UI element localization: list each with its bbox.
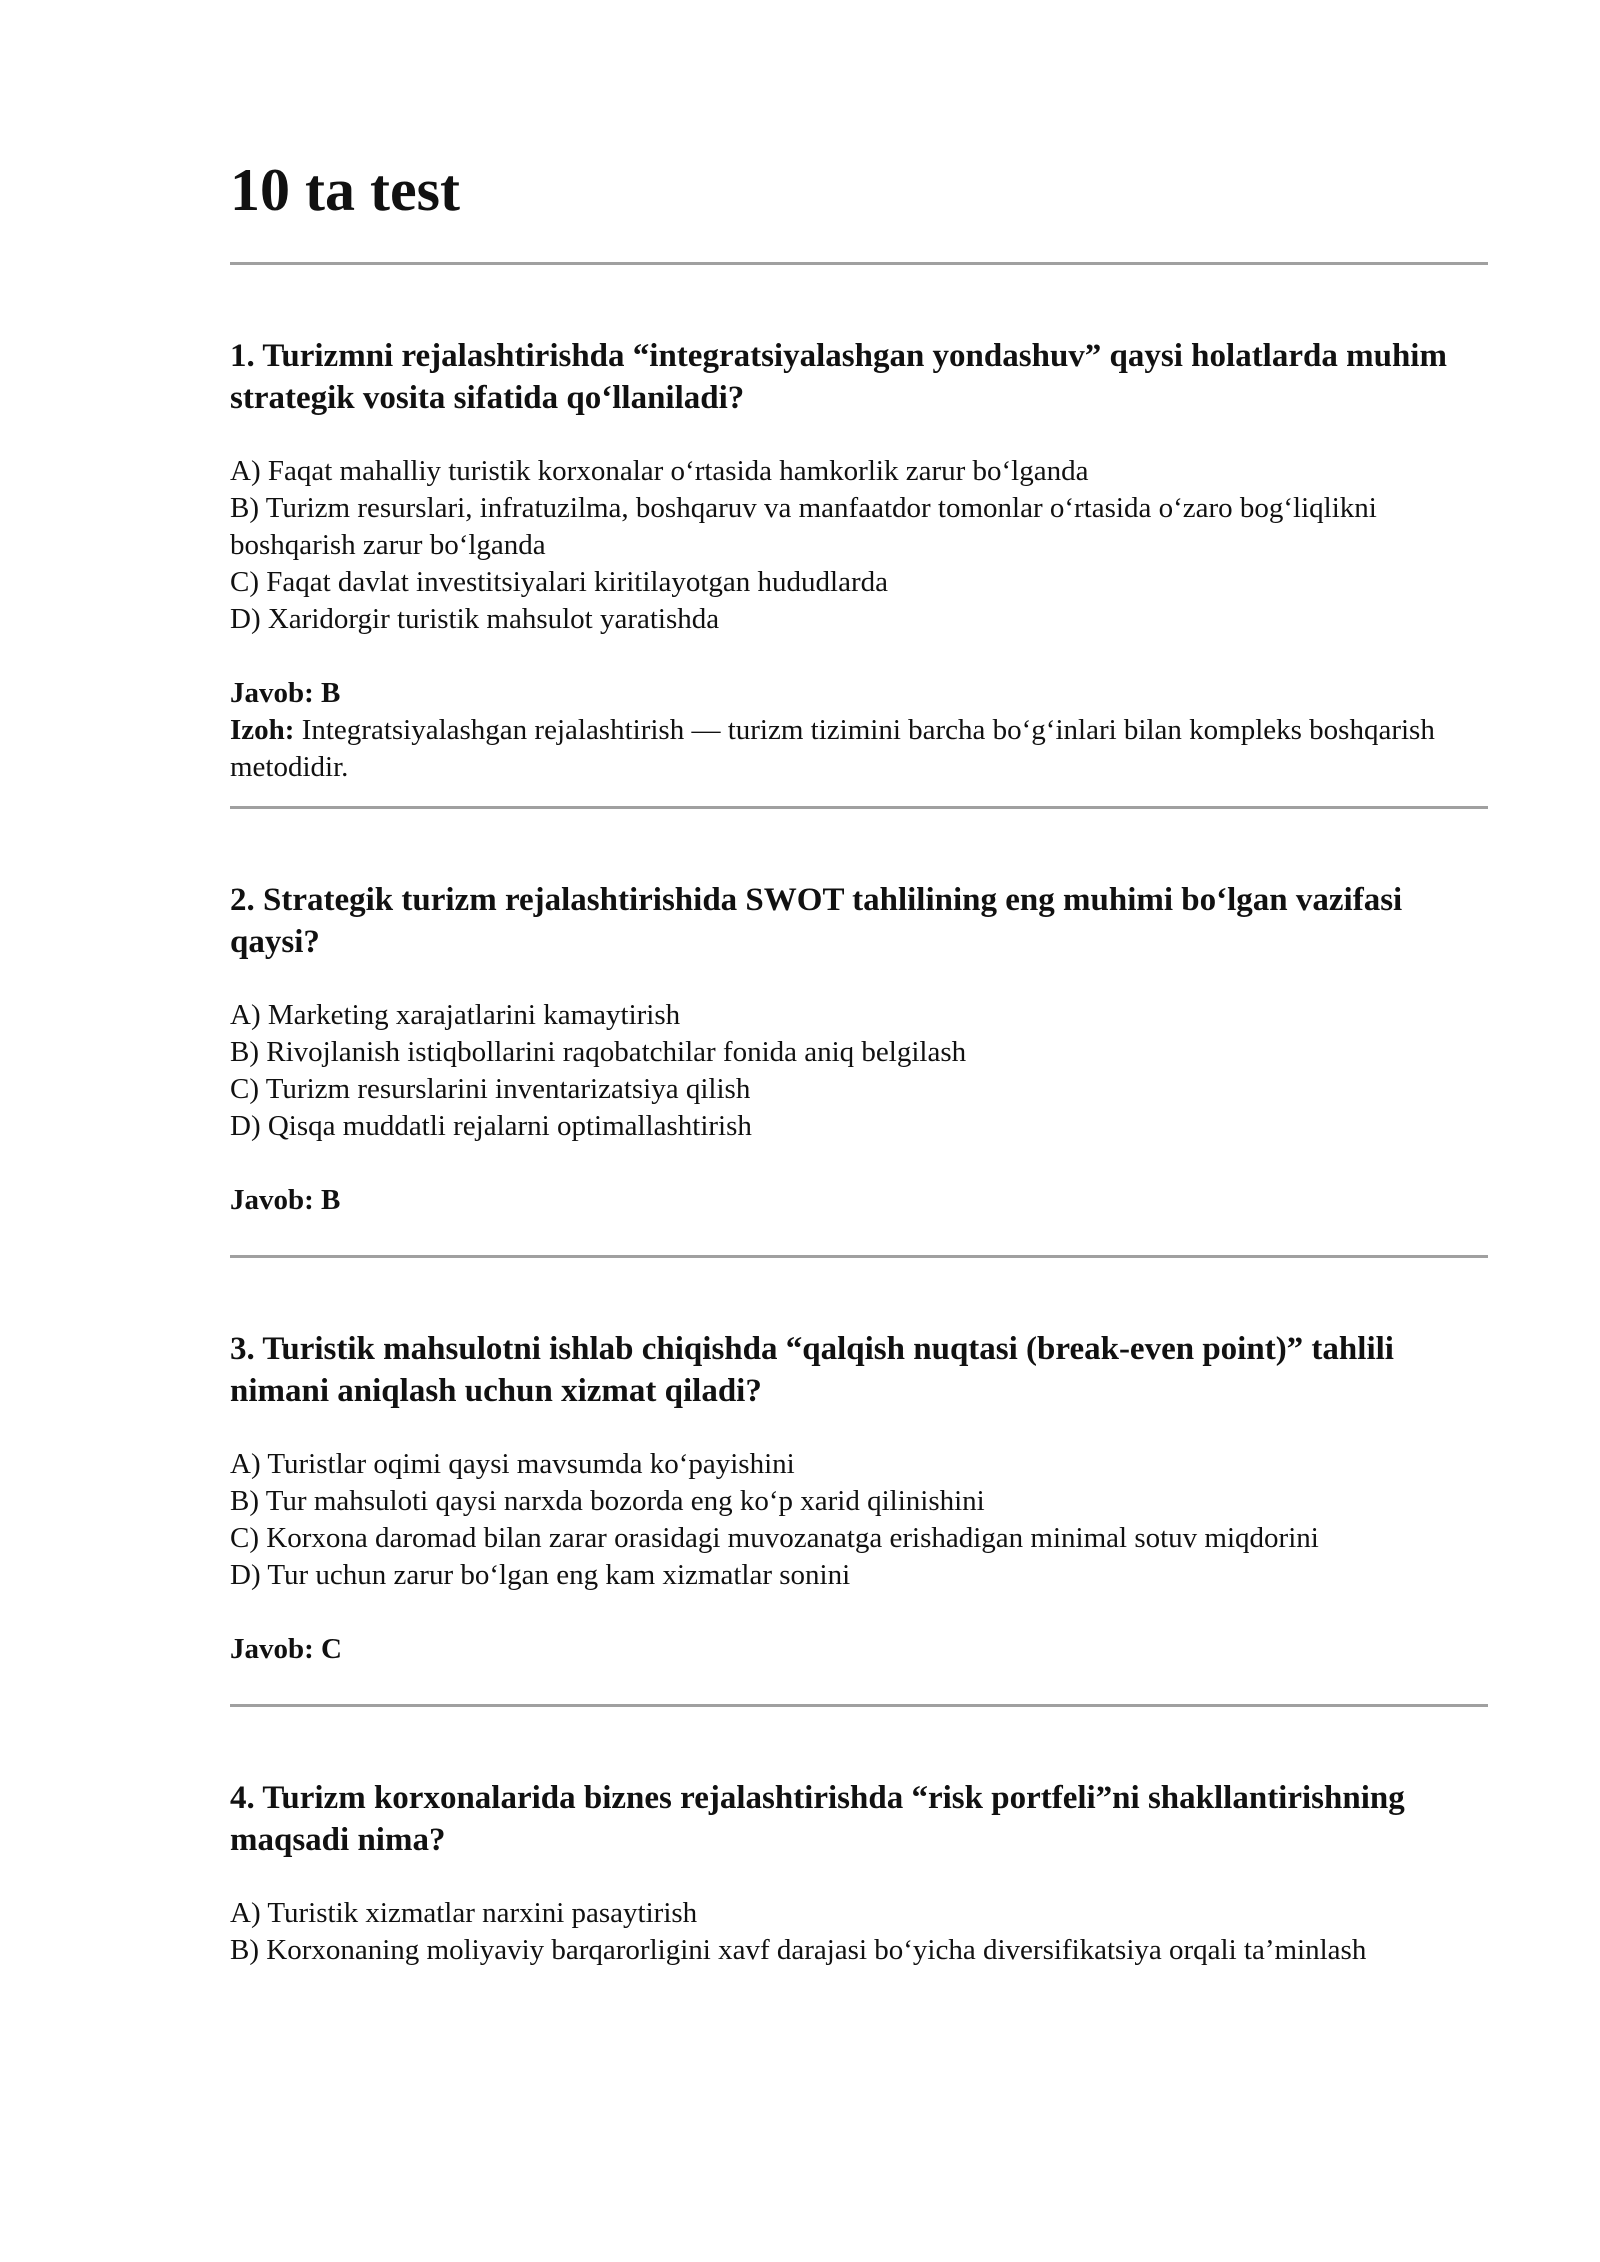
question-block-4	[230, 1707, 1488, 1969]
answer-value: B	[321, 1184, 341, 1216]
option-list	[230, 453, 1488, 638]
question-block-3	[230, 1258, 1488, 1707]
note-label: Izoh:	[230, 714, 295, 746]
option-list	[230, 1895, 1488, 1969]
option-c: C) Korxona daromad bilan zarar orasidagi muvozanatga erishadigan minimal sotuv miqdorini	[230, 1522, 1319, 1554]
answer-value: B	[321, 677, 341, 709]
option-d: D) Xaridorgir turistik mahsulot yaratishda	[230, 603, 720, 635]
option-a: A) Faqat mahalliy turistik korxonalar o‘rtasida hamkorlik zarur bo‘lganda	[230, 455, 1089, 487]
answer-label: Javob:	[230, 1633, 314, 1665]
document-page	[230, 150, 1488, 1969]
option-d: D) Qisqa muddatli rejalarni optimallashtirish	[230, 1110, 752, 1142]
option-a: A) Marketing xarajatlarini kamaytirish	[230, 999, 681, 1031]
option-b: B) Turizm resurslari, infratuzilma, boshqaruv va manfaatdor tomonlar o‘rtasida o‘zaro bog‘liqlikni boshqarish zarur bo‘lganda	[230, 492, 1377, 561]
answer-value: C	[321, 1633, 342, 1665]
option-d: D) Tur uchun zarur bo‘lgan eng kam xizmatlar sonini	[230, 1559, 851, 1591]
question-block-1	[230, 265, 1488, 809]
option-b: B) Rivojlanish istiqbollarini raqobatchilar fonida aniq belgilash	[230, 1036, 967, 1068]
note-line	[230, 712, 1488, 786]
answer-line	[230, 1182, 1488, 1219]
answer-line	[230, 675, 1488, 712]
option-c: C) Turizm resurslarini inventarizatsiya qilish	[230, 1073, 751, 1105]
note-text: Integratsiyalashgan rejalashtirish — turizm tizimini barcha bo‘g‘inlari bilan kompleks boshqarish metodidir.	[230, 714, 1435, 783]
answer-line	[230, 1631, 1488, 1668]
option-list	[230, 997, 1488, 1145]
answer-label: Javob:	[230, 677, 314, 709]
page-title: 10 ta test	[230, 157, 460, 223]
option-c: C) Faqat davlat investitsiyalari kiritilayotgan hududlarda	[230, 566, 888, 598]
question-block-2	[230, 809, 1488, 1258]
option-b: B) Korxonaning moliyaviy barqarorligini xavf darajasi bo‘yicha diversifikatsiya orqali ta’minlash	[230, 1934, 1367, 1966]
option-a: A) Turistik xizmatlar narxini pasaytirish	[230, 1897, 698, 1929]
question-text: 3. Turistik mahsulotni ishlab chiqishda “qalqish nuqtasi (break-even point)” tahlili nimani aniqlash uchun xizmat qiladi?	[230, 1331, 1394, 1409]
option-b: B) Tur mahsuloti qaysi narxda bozorda eng ko‘p xarid qilinishini	[230, 1485, 985, 1517]
question-text: 4. Turizm korxonalarida biznes rejalashtirishda “risk portfeli”ni shakllantirishning maqsadi nima?	[230, 1780, 1405, 1858]
question-text: 1. Turizmni rejalashtirishda “integratsiyalashgan yondashuv” qaysi holatlarda muhim strategik vosita sifatida qo‘llaniladi?	[230, 338, 1447, 416]
question-text: 2. Strategik turizm rejalashtirishida SWOT tahlilining eng muhimi bo‘lgan vazifasi qaysi?	[230, 882, 1403, 960]
option-a: A) Turistlar oqimi qaysi mavsumda ko‘payishini	[230, 1448, 795, 1480]
option-list	[230, 1446, 1488, 1594]
answer-label: Javob:	[230, 1184, 314, 1216]
